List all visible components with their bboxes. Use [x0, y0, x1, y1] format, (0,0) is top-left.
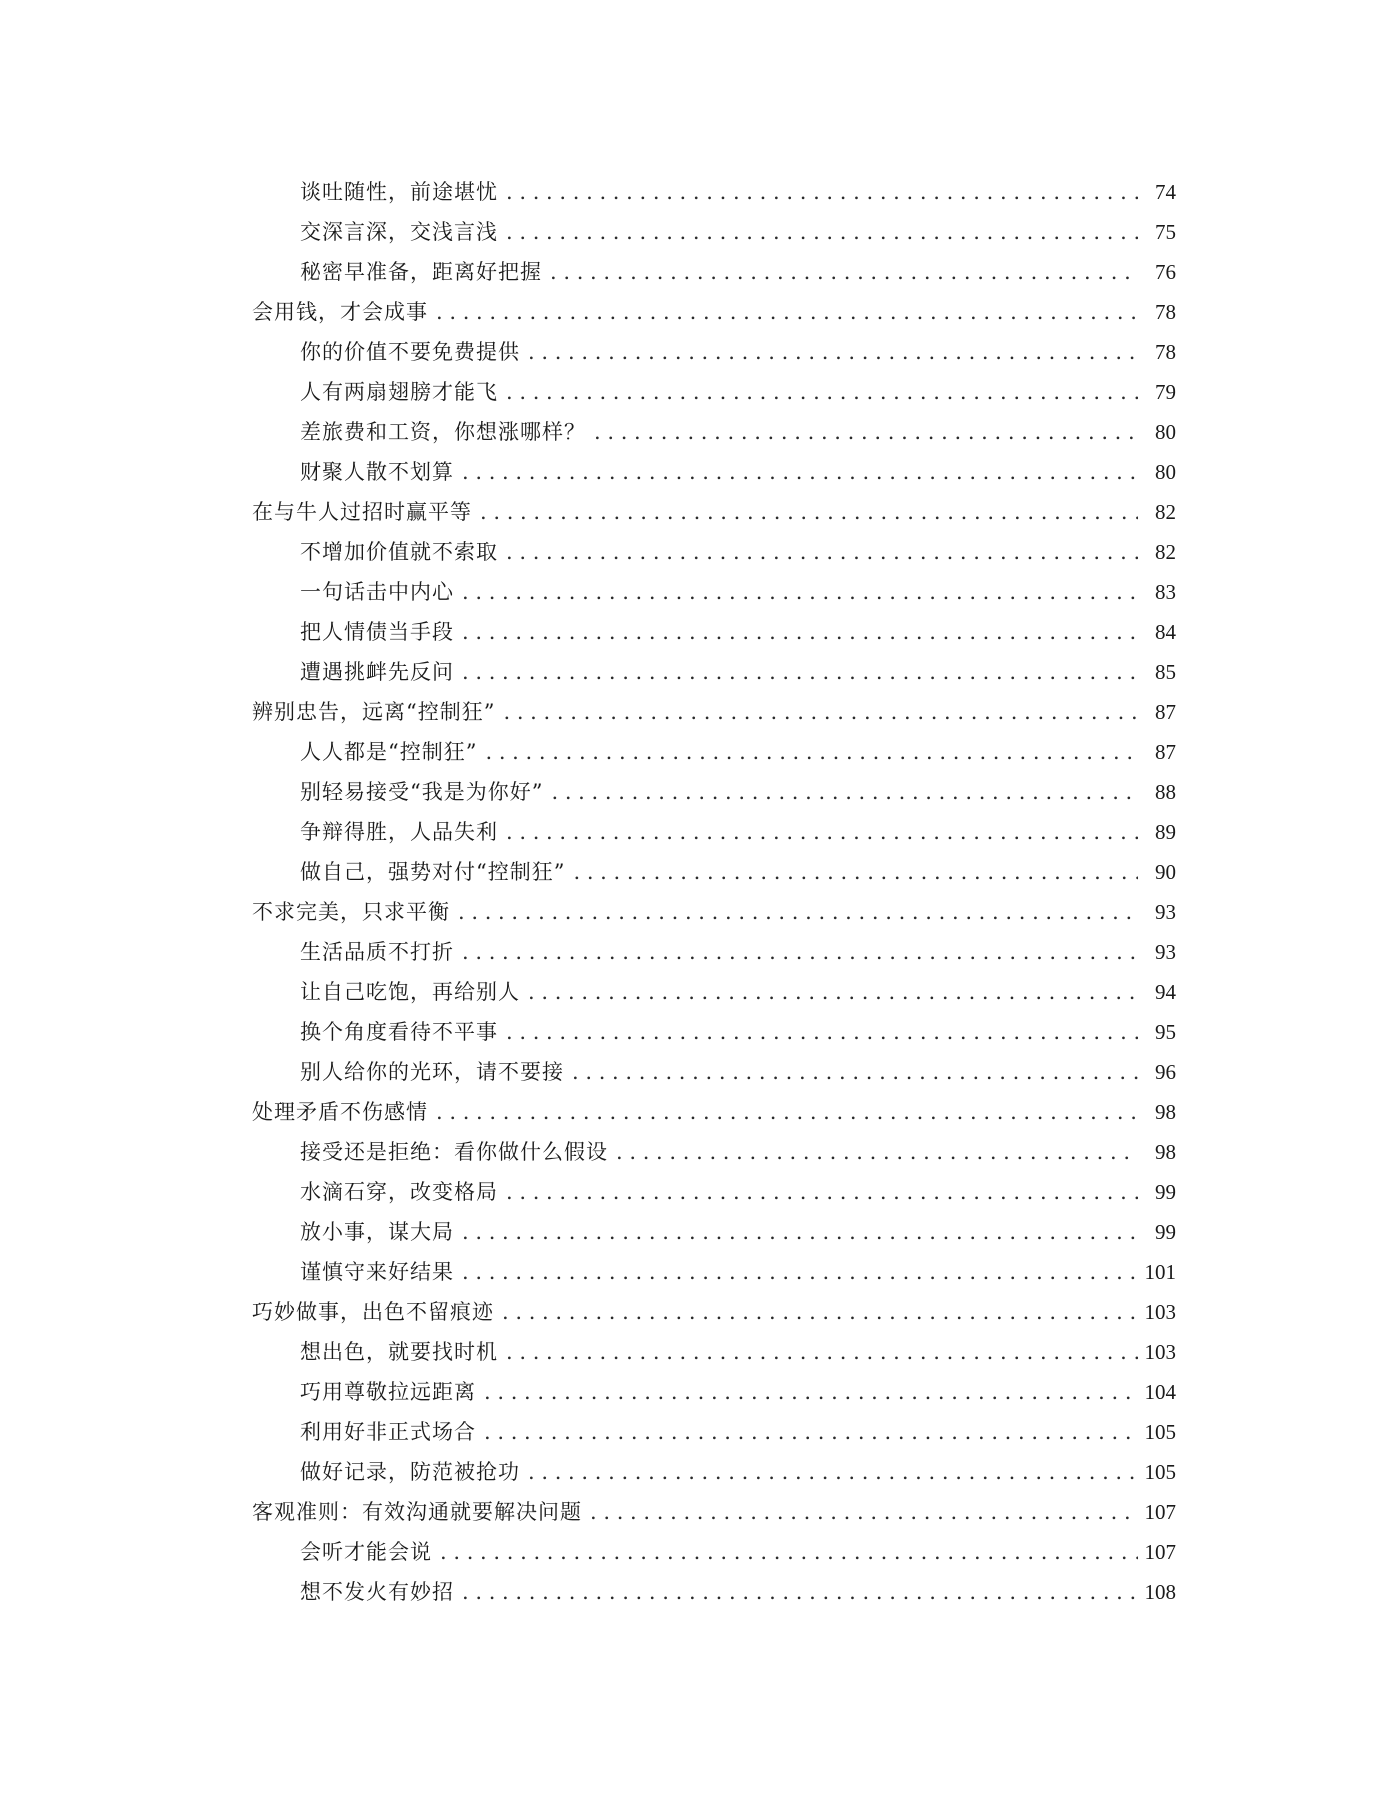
toc-dot-leader	[462, 612, 1138, 652]
toc-page-number: 108	[1144, 1580, 1176, 1604]
toc-entry-title: 遭遇挑衅先反问	[300, 660, 454, 684]
toc-page-number: 78	[1155, 300, 1176, 324]
toc-dot-leader	[590, 1492, 1138, 1532]
toc-entry-title: 交深言深，交浅言浅	[300, 220, 498, 244]
toc-section-entry[interactable]	[252, 1372, 1176, 1412]
toc-section-entry[interactable]	[252, 332, 1176, 372]
toc-page-number: 76	[1155, 260, 1176, 284]
toc-section-entry[interactable]	[252, 1412, 1176, 1452]
toc-entry-title: 不增加价值就不索取	[300, 540, 498, 564]
toc-entry-title: 生活品质不打折	[300, 940, 454, 964]
toc-dot-leader	[436, 292, 1138, 332]
toc-dot-leader	[506, 812, 1138, 852]
toc-dot-leader	[506, 172, 1138, 212]
toc-page-number: 94	[1155, 980, 1176, 1004]
toc-section-entry[interactable]	[252, 1332, 1176, 1372]
toc-page-number: 96	[1155, 1060, 1176, 1084]
toc-page-number: 93	[1155, 900, 1176, 924]
toc-section-entry[interactable]	[252, 972, 1176, 1012]
toc-chapter-entry[interactable]	[252, 892, 1176, 932]
toc-page-number: 99	[1155, 1180, 1176, 1204]
toc-entry-title: 做好记录，防范被抢功	[300, 1460, 520, 1484]
toc-entry-title: 争辩得胜，人品失利	[300, 820, 498, 844]
toc-page-number: 90	[1155, 860, 1176, 884]
toc-section-entry[interactable]	[252, 372, 1176, 412]
toc-section-entry[interactable]	[252, 772, 1176, 812]
toc-page-number: 103	[1144, 1340, 1176, 1364]
toc-dot-leader	[462, 1212, 1138, 1252]
toc-dot-leader	[573, 852, 1138, 892]
toc-entry-title: 别轻易接受“我是为你好”	[300, 780, 544, 804]
toc-page-number: 105	[1144, 1460, 1176, 1484]
toc-page-number: 105	[1144, 1420, 1176, 1444]
toc-dot-leader	[594, 412, 1138, 452]
toc-chapter-entry[interactable]	[252, 1492, 1176, 1532]
toc-page-number: 93	[1155, 940, 1176, 964]
toc-dot-leader	[506, 372, 1138, 412]
toc-entry-title: 想不发火有妙招	[300, 1580, 454, 1604]
toc-entry-title: 让自己吃饱，再给别人	[300, 980, 520, 1004]
toc-section-entry[interactable]	[252, 452, 1176, 492]
toc-dot-leader	[462, 572, 1138, 612]
toc-entry-title: 巧妙做事，出色不留痕迹	[252, 1300, 494, 1324]
toc-dot-leader	[480, 492, 1138, 532]
toc-section-entry[interactable]	[252, 572, 1176, 612]
toc-dot-leader	[503, 692, 1138, 732]
toc-page-number: 79	[1155, 380, 1176, 404]
toc-page-number: 80	[1155, 420, 1176, 444]
toc-section-entry[interactable]	[252, 1252, 1176, 1292]
toc-section-entry[interactable]	[252, 1532, 1176, 1572]
toc-entry-title: 别人给你的光环，请不要接	[300, 1060, 564, 1084]
toc-section-entry[interactable]	[252, 532, 1176, 572]
toc-entry-title: 放小事，谋大局	[300, 1220, 454, 1244]
toc-dot-leader	[462, 652, 1138, 692]
toc-section-entry[interactable]	[252, 1452, 1176, 1492]
toc-entry-title: 人有两扇翅膀才能飞	[300, 380, 498, 404]
toc-dot-leader	[616, 1132, 1138, 1172]
toc-page-number: 107	[1144, 1500, 1176, 1524]
toc-dot-leader	[462, 1252, 1138, 1292]
toc-chapter-entry[interactable]	[252, 292, 1176, 332]
toc-section-entry[interactable]	[252, 732, 1176, 772]
toc-dot-leader	[528, 1452, 1138, 1492]
toc-section-entry[interactable]	[252, 412, 1176, 452]
toc-section-entry[interactable]	[252, 932, 1176, 972]
toc-entry-title: 会用钱，才会成事	[252, 300, 428, 324]
toc-page-number: 107	[1144, 1540, 1176, 1564]
toc-dot-leader	[484, 1412, 1138, 1452]
toc-dot-leader	[551, 772, 1138, 812]
toc-entry-title: 财聚人散不划算	[300, 460, 454, 484]
toc-page-number: 95	[1155, 1020, 1176, 1044]
toc-dot-leader	[506, 212, 1138, 252]
toc-dot-leader	[506, 532, 1138, 572]
toc-page-number: 101	[1144, 1260, 1176, 1284]
toc-entry-title: 人人都是“控制狂”	[300, 740, 478, 764]
toc-section-entry[interactable]	[252, 1132, 1176, 1172]
toc-page-number: 83	[1155, 580, 1176, 604]
toc-page-number: 98	[1155, 1140, 1176, 1164]
toc-section-entry[interactable]	[252, 212, 1176, 252]
toc-dot-leader	[572, 1052, 1138, 1092]
toc-dot-leader	[458, 892, 1138, 932]
toc-section-entry[interactable]	[252, 1012, 1176, 1052]
toc-dot-leader	[528, 332, 1138, 372]
toc-dot-leader	[506, 1012, 1138, 1052]
toc-section-entry[interactable]	[252, 172, 1176, 212]
toc-dot-leader	[462, 452, 1138, 492]
toc-dot-leader	[440, 1532, 1138, 1572]
toc-chapter-entry[interactable]	[252, 1292, 1176, 1332]
toc-page-number: 103	[1144, 1300, 1176, 1324]
toc-dot-leader	[485, 732, 1138, 772]
toc-entry-title: 在与牛人过招时赢平等	[252, 500, 472, 524]
toc-entry-title: 巧用尊敬拉远距离	[300, 1380, 476, 1404]
toc-entry-title: 水滴石穿，改变格局	[300, 1180, 498, 1204]
toc-dot-leader	[436, 1092, 1138, 1132]
toc-entry-title: 辨别忠告，远离“控制狂”	[252, 700, 496, 724]
toc-entry-title: 处理矛盾不伤感情	[252, 1100, 428, 1124]
toc-chapter-entry[interactable]	[252, 692, 1176, 732]
toc-dot-leader	[506, 1172, 1138, 1212]
toc-page-number: 87	[1155, 700, 1176, 724]
toc-section-entry[interactable]	[252, 652, 1176, 692]
toc-entry-title: 谨慎守来好结果	[300, 1260, 454, 1284]
toc-page-number: 82	[1155, 500, 1176, 524]
toc-dot-leader	[502, 1292, 1138, 1332]
toc-dot-leader	[506, 1332, 1138, 1372]
toc-dot-leader	[550, 252, 1138, 292]
toc-chapter-entry[interactable]	[252, 492, 1176, 532]
toc-page-number: 87	[1155, 740, 1176, 764]
table-of-contents	[252, 172, 1176, 1612]
toc-section-entry[interactable]	[252, 252, 1176, 292]
toc-page-number: 98	[1155, 1100, 1176, 1124]
toc-page-number: 75	[1155, 220, 1176, 244]
toc-section-entry[interactable]	[252, 1052, 1176, 1092]
toc-section-entry[interactable]	[252, 812, 1176, 852]
toc-chapter-entry[interactable]	[252, 1092, 1176, 1132]
toc-dot-leader	[462, 932, 1138, 972]
toc-entry-title: 谈吐随性，前途堪忧	[300, 180, 498, 204]
toc-entry-title: 换个角度看待不平事	[300, 1020, 498, 1044]
toc-entry-title: 把人情债当手段	[300, 620, 454, 644]
toc-section-entry[interactable]	[252, 852, 1176, 892]
toc-page-number: 80	[1155, 460, 1176, 484]
toc-page-number: 104	[1144, 1380, 1176, 1404]
toc-entry-title: 做自己，强势对付“控制狂”	[300, 860, 566, 884]
toc-dot-leader	[462, 1572, 1138, 1612]
toc-entry-title: 一句话击中内心	[300, 580, 454, 604]
toc-dot-leader	[528, 972, 1138, 1012]
toc-page-number: 82	[1155, 540, 1176, 564]
toc-entry-title: 不求完美，只求平衡	[252, 900, 450, 924]
toc-section-entry[interactable]	[252, 1212, 1176, 1252]
toc-entry-title: 秘密早准备，距离好把握	[300, 260, 542, 284]
toc-dot-leader	[484, 1372, 1138, 1412]
toc-entry-title: 你的价值不要免费提供	[300, 340, 520, 364]
toc-section-entry[interactable]	[252, 612, 1176, 652]
toc-entry-title: 客观准则：有效沟通就要解决问题	[252, 1500, 582, 1524]
toc-entry-title: 会听才能会说	[300, 1540, 432, 1564]
toc-section-entry[interactable]	[252, 1172, 1176, 1212]
toc-page-number: 89	[1155, 820, 1176, 844]
toc-page-number: 78	[1155, 340, 1176, 364]
toc-page-number: 84	[1155, 620, 1176, 644]
toc-page-number: 74	[1155, 180, 1176, 204]
toc-entry-title: 差旅费和工资，你想涨哪样？	[300, 420, 586, 444]
toc-page-number: 88	[1155, 780, 1176, 804]
toc-page-number: 85	[1155, 660, 1176, 684]
toc-entry-title: 接受还是拒绝：看你做什么假设	[300, 1140, 608, 1164]
toc-section-entry[interactable]	[252, 1572, 1176, 1612]
toc-page-number: 99	[1155, 1220, 1176, 1244]
toc-entry-title: 想出色，就要找时机	[300, 1340, 498, 1364]
toc-entry-title: 利用好非正式场合	[300, 1420, 476, 1444]
